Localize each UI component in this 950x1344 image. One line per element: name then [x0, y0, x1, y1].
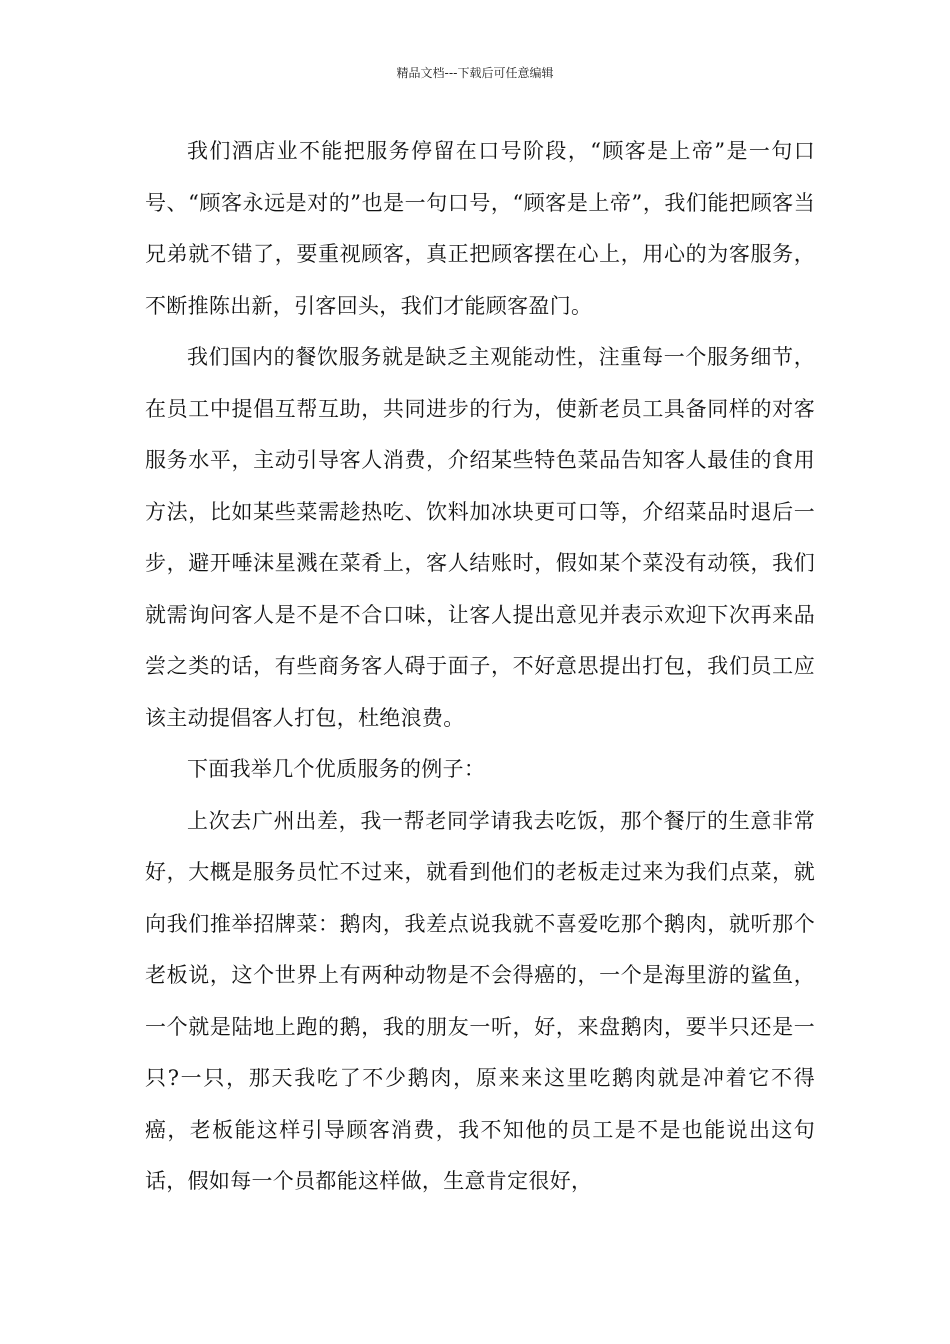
page-header: 精品文档---下载后可任意编辑	[396, 66, 554, 80]
paragraph-examples-intro: 下面我举几个优质服务的例子：	[187, 757, 486, 781]
paragraph-service-slogan: 我们酒店业不能把服务停留在口号阶段，“顾客是上帝”是一句口号、“顾客永远是对的”也是一句口号，“顾客是上帝”，我们能把顾客当兄弟就不错了，要重视顾客，真正把顾客摆在心上，用心的为客服务，不断推陈出新，引客回头，我们才能顾客盈门。	[145, 139, 815, 318]
paragraph-catering-service: 我们国内的餐饮服务就是缺乏主观能动性，注重每一个服务细节，在员工中提倡互帮互助，共同进步的行为，使新老员工具备同样的对客服务水平，主动引导客人消费，介绍某些特色菜品告知客人最佳的食用方法，比如某些菜需趁热吃、饮料加冰块更可口等，介绍菜品时退后一步，避开唾沫星溅在菜肴上，客人结账时，假如某个菜没有动筷，我们就需询问客人是不是不合口味，让客人提出意见并表示欢迎下次再来品尝之类的话，有些商务客人碍于面子，不好意思提出打包，我们员工应该主动提倡客人打包，杜绝浪费。	[145, 345, 815, 730]
paragraph-guangzhou-example: 上次去广州出差，我一帮老同学请我去吃饭，那个餐厅的生意非常好，大概是服务员忙不过来，就看到他们的老板走过来为我们点菜，就向我们推举招牌菜：鹅肉，我差点说我就不喜爱吃那个鹅肉，就听那个老板说，这个世界上有两种动物是不会得癌的，一个是海里游的鲨鱼，一个就是陆地上跑的鹅，我的朋友一听，好，来盘鹅肉，要半只还是一只?一只，那天我吃了不少鹅肉，原来来这里吃鹅肉就是冲着它不得癌，老板能这样引导顾客消费，我不知他的员工是不是也能说出这句话，假如每一个员都能这样做，生意肯定很好，	[145, 808, 815, 1193]
body-text	[145, 126, 815, 1208]
